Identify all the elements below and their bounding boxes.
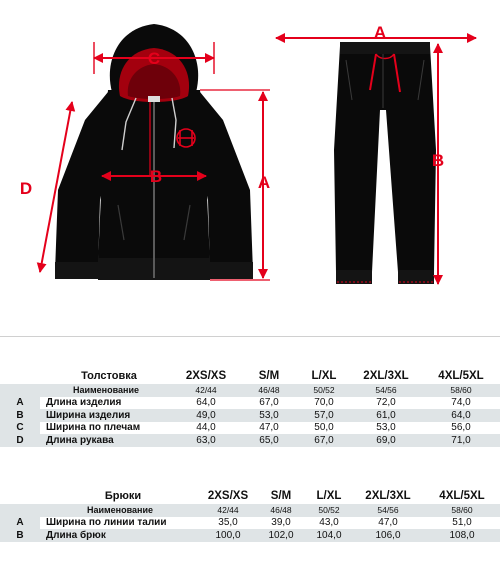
pants-size-table — [0, 488, 500, 542]
row-letter: B — [0, 529, 40, 542]
row-value: 100,0 — [200, 529, 256, 542]
row-value: 71,0 — [422, 434, 500, 447]
row-letter: C — [0, 422, 40, 435]
size-code: 58/60 — [424, 504, 500, 517]
row-value: 67,0 — [240, 397, 298, 410]
row-value: 104,0 — [306, 529, 352, 542]
row-value: 47,0 — [240, 422, 298, 435]
table-row — [0, 434, 500, 447]
row-value: 67,0 — [298, 434, 350, 447]
row-name: Ширина по линии талии — [40, 517, 200, 530]
table-title: Брюки — [104, 490, 142, 502]
size-header: 4XL/5XL — [438, 370, 484, 382]
row-value: 106,0 — [352, 529, 424, 542]
size-header: 2XS/XS — [185, 370, 227, 382]
table-row — [0, 422, 500, 435]
size-header: L/XL — [311, 370, 337, 382]
row-value: 63,0 — [172, 434, 240, 447]
pants-label-a: A — [373, 23, 387, 42]
table-header-row — [0, 368, 500, 384]
size-code: 50/52 — [298, 384, 350, 397]
row-value: 35,0 — [200, 517, 256, 530]
divider — [0, 336, 500, 337]
row-value: 50,0 — [298, 422, 350, 435]
table-codes-row — [0, 384, 500, 397]
table-row — [0, 409, 500, 422]
table-row — [0, 397, 500, 410]
table-codes-row — [0, 504, 500, 517]
row-value: 69,0 — [350, 434, 422, 447]
size-code: 46/48 — [240, 384, 298, 397]
size-code: 54/56 — [352, 504, 424, 517]
size-code: 50/52 — [306, 504, 352, 517]
row-value: 74,0 — [422, 397, 500, 410]
row-name: Длина рукава — [40, 434, 172, 447]
pants-label-b: B — [431, 151, 445, 170]
size-header: S/M — [270, 490, 292, 502]
pants-drawing — [334, 42, 436, 284]
row-value: 39,0 — [256, 517, 306, 530]
row-value: 61,0 — [350, 409, 422, 422]
row-value: 53,0 — [240, 409, 298, 422]
row-name: Длина брюк — [40, 529, 200, 542]
row-value: 108,0 — [424, 529, 500, 542]
table-header-row — [0, 488, 500, 504]
hoodie-size-table — [0, 368, 500, 447]
row-value: 64,0 — [172, 397, 240, 410]
hoodie-label-b: B — [149, 167, 163, 186]
size-header: S/M — [258, 370, 280, 382]
size-header: 2XL/3XL — [363, 370, 409, 382]
row-name: Длина изделия — [40, 397, 172, 410]
row-value: 70,0 — [298, 397, 350, 410]
row-value: 102,0 — [256, 529, 306, 542]
row-name: Ширина по плечам — [40, 422, 172, 435]
size-code: 42/44 — [172, 384, 240, 397]
row-letter: A — [0, 517, 40, 530]
row-value: 53,0 — [350, 422, 422, 435]
name-header: Наименование — [40, 384, 172, 397]
table-row — [0, 517, 500, 530]
row-value: 56,0 — [422, 422, 500, 435]
size-code: 46/48 — [256, 504, 306, 517]
row-value: 57,0 — [298, 409, 350, 422]
name-header: Наименование — [40, 504, 200, 517]
row-value: 72,0 — [350, 397, 422, 410]
size-code: 54/56 — [350, 384, 422, 397]
size-header: L/XL — [316, 490, 342, 502]
table-row — [0, 529, 500, 542]
row-value: 64,0 — [422, 409, 500, 422]
row-value: 43,0 — [306, 517, 352, 530]
hoodie-label-c: C — [147, 49, 161, 68]
row-value: 49,0 — [172, 409, 240, 422]
size-code: 42/44 — [200, 504, 256, 517]
row-letter: B — [0, 409, 40, 422]
size-header: 2XS/XS — [207, 490, 249, 502]
size-header: 2XL/3XL — [365, 490, 411, 502]
row-value: 65,0 — [240, 434, 298, 447]
row-name: Ширина изделия — [40, 409, 172, 422]
size-header: 4XL/5XL — [439, 490, 485, 502]
hoodie-label-d: D — [19, 179, 33, 198]
row-letter: A — [0, 397, 40, 410]
table-title: Толстовка — [81, 370, 137, 382]
row-letter: D — [0, 434, 40, 447]
size-code: 58/60 — [422, 384, 500, 397]
row-value: 44,0 — [172, 422, 240, 435]
row-value: 51,0 — [424, 517, 500, 530]
hoodie-label-a: A — [257, 173, 271, 192]
row-value: 47,0 — [352, 517, 424, 530]
